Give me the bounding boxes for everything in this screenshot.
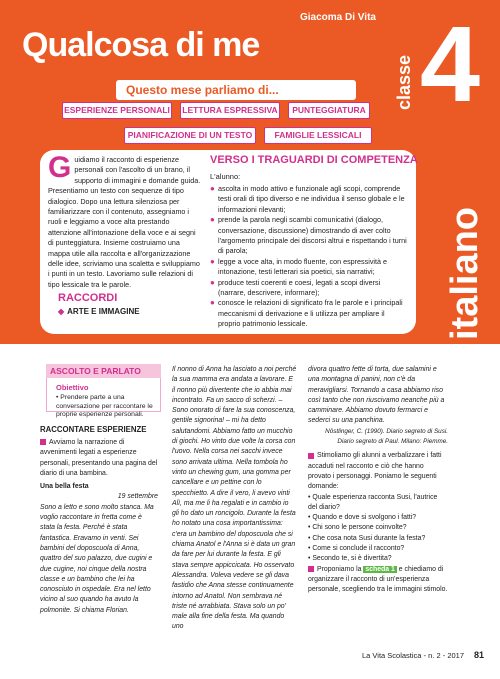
traguardi-list xyxy=(210,184,408,330)
square-icon xyxy=(40,439,46,445)
story-title: Una bella festa xyxy=(40,483,89,491)
footer-text: La Vita Scolastica - n. 2 - 2017 xyxy=(362,651,465,660)
scheda-badge: scheda 1 xyxy=(365,565,395,573)
story-text: Il nonno di Anna ha lasciato a noi perché la sua mamma era andata a lavorare. E il nonno più divertente che io abbia mai incontrato. Fa un sacco di scherzi. – Sono onorato di fare la sua conoscenza, gentile signorina! – mi ha detto salutandomi. Abbiamo fatto un mucchio di giochi. Ho vinto due volte la corsa con l'uovo. Nella corsa nei sacchi invece sono arrivata ultima. Nella tombola ho vinto un chewing gum, una gomma per cancellare e un pettine con lo specchietto. A dire il vero, li avevo vinti Alì, ma me li ha regalati e in cambio io gli ho dato un roncigolo. Durante la festa ho notato una cosa importantissima: c'era un bambino del doposcuola che si chiama Anatol e l'Anna si è data un gran da fare per lui durante la festa. E gli stava sempre appiccicata. Ho osservato Alessandra. Voleva vedere se gli dava fastidio che Anna stesse continuamente intorno ad Anatol. Non sembrava né triste né arrabbiata. Stava solo un po' male alla fine della festa. Ma quando uno xyxy=(172,366,297,631)
list-item: ● ascolta in modo attivo e funzionale agli scopi, comprende testi orali di tipo diverso e ne individua il senso globale e le informazioni rilevanti; xyxy=(210,184,405,214)
tag-esperienze: ESPERIENZE PERSONALI xyxy=(62,102,172,119)
drop-cap: G xyxy=(48,151,72,184)
traguardi-lead: L'alunno: xyxy=(210,172,241,181)
story-text: divora quattro fette di torta, due salamini e una montagna di panini, non c'è da meravigliarsi. Tornando a casa abbiamo riso così tanto che non riuscivamo neanche più a camminare. Abbiamo dovuto fermarci e sederci su una panchina. xyxy=(308,366,445,425)
story-text: Sono a letto e sono molto stanca. Ma voglio raccontare in fretta come è stata la festa. Perché è stata fantastica. Eravamo in venti. Sei bambini del doposcuola di Anna, quattro del suo palazzo, due cugini e due cugine, noi cinque della nostra classe e un bambino che lei ha conosciuto in ospedale. Era nel letto vicino al suo quando ha avuto la polmonite. Si chiama Florian. xyxy=(40,503,154,614)
raccontare-heading: RACCONTARE ESPERIENZE xyxy=(40,425,147,434)
list-item: • Come si conclude il racconto? xyxy=(308,545,405,553)
bullet-icon: ● xyxy=(210,215,215,225)
list-item: • Chi sono le persone coinvolte? xyxy=(308,524,407,532)
author-name: Giacoma Di Vita xyxy=(300,12,376,23)
tag-famiglie: FAMIGLIE LESSICALI xyxy=(264,127,372,144)
tag-pianificazione: PIANIFICAZIONE DI UN TESTO xyxy=(124,127,256,144)
story-date: 19 settembre xyxy=(117,493,158,501)
intro-text: uidiamo il racconto di esperienze personali con l'ascolto di un brano, il supporto di immagini e domande guida. Presentiamo un testo con sequenze di tipo dialogico. Dopo una lettura silenziosa per familiarizzare con il contenuto, assegniamo i ruoli e leggiamo a voce alta prestando attenzione all'intonazione della voce e ai segni di punteggiatura. Insieme costruiamo una mappa utile alla raccolta e all'organizzazione delle idee, scriviamo una scaletta e sviluppiamo i punti in un testo. Lavoriamo sulle relazioni di tipo lessicale tra le parole. xyxy=(48,155,201,289)
list-item: • Quando e dove si svolgono i fatti? xyxy=(308,514,417,522)
reference: Nöstlinger, C. (1990). Diario segreto di Susi. Diario segreto di Paul. Milano: Piemme. xyxy=(325,427,448,446)
list-item: ● prende la parola negli scambi comunicativi (dialogo, conversazione, discussione) dimostrando di aver colto l'argomento principale dei discorsi altrui e rispettando i turni di parola; xyxy=(210,215,407,256)
instruction-text: Stimoliamo gli alunni a verbalizzare i fatti accaduti nel racconto e ciò che hanno provato i personaggi. Poniamo le seguenti domande: xyxy=(308,452,442,491)
square-icon xyxy=(308,566,314,572)
obiettivo-label: Obiettivo xyxy=(56,383,89,392)
list-item: • Quale esperienza racconta Susi, l'autrice del diario? xyxy=(308,493,438,511)
obiettivo-text: • Prendere parte a una conversazione per raccontare le proprie esperienze personali. xyxy=(56,394,153,419)
intro-text: Avviamo la narrazione di avvenimenti legati a esperienze personali, presentando una pagina del diario di una bambina. xyxy=(40,439,158,477)
list-item: ● produce testi coerenti e coesi, legati a scopi diversi (narrare, descrivere, informare); xyxy=(210,277,381,298)
ascolto-heading: ASCOLTO E PARLATO xyxy=(46,364,161,378)
bullet-icon: ● xyxy=(210,277,215,287)
list-item: • Secondo te, si è divertita? xyxy=(308,555,392,563)
page-title: Qualcosa di me xyxy=(22,26,260,64)
column-1 xyxy=(40,438,158,616)
tag-punteggiatura: PUNTEGGIATURA xyxy=(288,102,370,119)
column-3 xyxy=(308,365,448,596)
bullet-icon: ● xyxy=(210,298,215,308)
class-label: classe xyxy=(394,54,414,110)
mese-heading: Questo mese parliamo di... xyxy=(116,80,356,100)
bullet-icon: ● xyxy=(210,256,215,266)
traguardi-heading: VERSO I TRAGUARDI DI COMPETENZA xyxy=(210,154,418,166)
list-item: ● legge a voce alta, in modo fluente, con espressività e intonazione, testi letterari sia poetici, sia narrativi; xyxy=(210,256,388,277)
instruction-text: Proponiamo la scheda 1 e chiediamo di organizzare il racconto di un'esperienza personale, scegliendo tra le immagini stimolo. xyxy=(308,565,448,594)
raccordi-heading: RACCORDI xyxy=(58,292,118,304)
square-icon xyxy=(308,453,314,459)
page-number: 81 xyxy=(474,650,485,660)
list-item: • Che cosa nota Susi durante la festa? xyxy=(308,534,426,542)
raccordi-item: ◆ ARTE E IMMAGINE xyxy=(58,307,140,316)
diamond-icon: ◆ xyxy=(58,307,65,316)
topic-tags xyxy=(48,100,394,150)
class-number: 4 xyxy=(420,3,481,124)
intro-paragraph xyxy=(48,151,202,290)
bullet-icon: ● xyxy=(210,184,215,193)
column-2 xyxy=(172,365,297,633)
list-item: ● conosce le relazioni di significato fra le parole e i principali meccanismi di derivazione e li utilizza per ampliare il proprio patrimonio lessicale. xyxy=(210,298,403,329)
subject-label: italiano xyxy=(444,206,486,340)
tag-lettura: LETTURA ESPRESSIVA xyxy=(180,102,280,119)
